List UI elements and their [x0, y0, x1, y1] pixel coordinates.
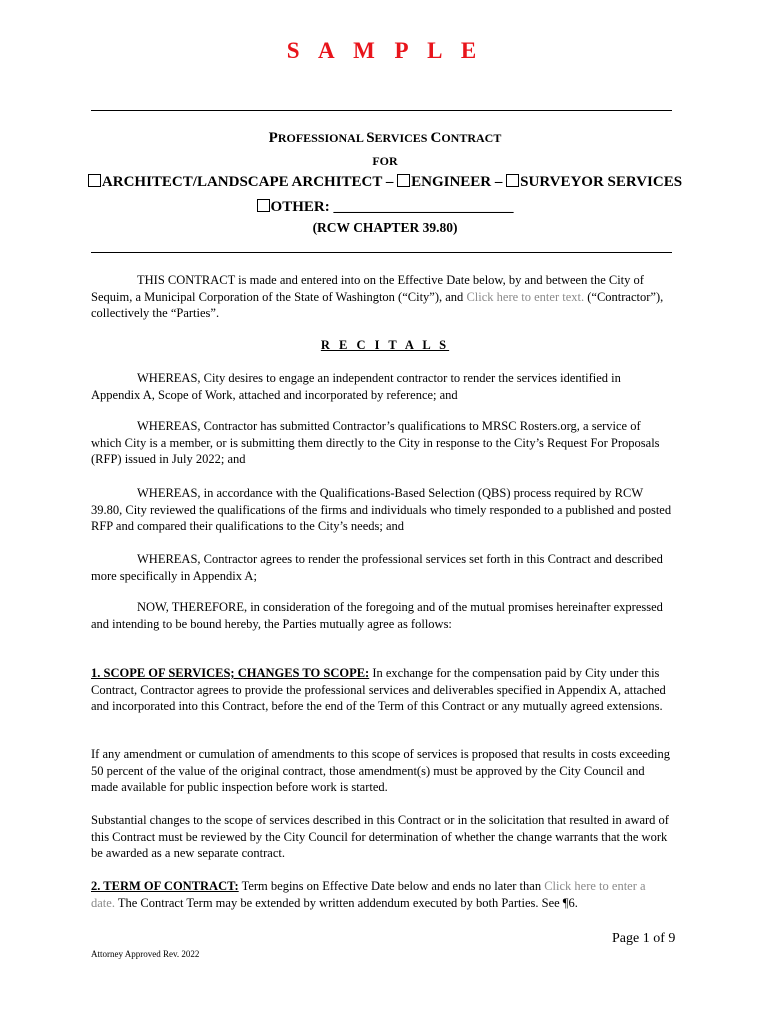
other-option-label: OTHER: ________________________	[270, 199, 514, 215]
rcw-reference: (RCW CHAPTER 39.80)	[312, 220, 458, 235]
engineer-option-label: ENGINEER –	[411, 174, 507, 190]
page-number: Page 1 of 9	[612, 931, 676, 946]
surveyor-checkbox[interactable]	[506, 174, 519, 187]
architect-option-label: ARCHITECT/LANDSCAPE ARCHITECT –	[101, 174, 398, 190]
other-option	[0, 199, 770, 216]
section-2-term: 2. TERM OF CONTRACT: Term begins on Effective Date below and ends no later than Click here to enter a date. The Contract Term may be extended by written addendum executed by both Parties. See ¶6.	[91, 879, 646, 910]
recital-paragraph: WHEREAS, Contractor has submitted Contractor’s qualifications to MRSC Rosters.org, a service of which City is a member, or is submitting them directly to the City in response to the City’s Request For Proposals (RFP) issued in July 2022; and	[91, 419, 660, 467]
service-type-options	[0, 174, 770, 191]
section-1-paragraph-2: If any amendment or cumulation of amendments to this scope of services is proposed that results in costs exceeding 50 percent of the value of the original contract, those amendment(s) must be approved by the City Council and made available for public inspection before work is started.	[91, 747, 671, 795]
engineer-checkbox[interactable]	[397, 174, 410, 187]
section-1-paragraph-3: Substantial changes to the scope of services described in this Contract or in the solicitation that resulted in award of this Contract must be reviewed by the City Council for determination of whether the change warrants that the work be awarded as a new separate contract.	[91, 813, 669, 861]
top-rule	[91, 110, 672, 111]
recital-paragraph: WHEREAS, Contractor agrees to render the professional services set forth in this Contract and described more specifically in Appendix A;	[91, 552, 663, 583]
surveyor-option-label: SURVEYOR SERVICES	[520, 174, 683, 190]
contract-title: PROFESSIONAL SERVICES CONTRACT	[268, 130, 502, 146]
sample-watermark: S A M P L E	[286, 38, 484, 63]
recital-paragraph: WHEREAS, in accordance with the Qualifications-Based Selection (QBS) process required by RCW 39.80, City reviewed the qualifications of the firms and individuals who timely responded to a published and posted RFP and compared their qualifications to the City’s needs; and	[91, 486, 672, 534]
section-1-scope: 1. SCOPE OF SERVICES; CHANGES TO SCOPE: In exchange for the compensation paid by City under this Contract, Contractor agrees to provide the professional services and deliverables specified in Appendix A, attached and incorporated into this Contract, before the end of the Term of this Contract or any mutually agreed extensions.	[91, 666, 666, 714]
recitals-heading: R E C I T A L S	[320, 338, 450, 352]
title-bottom-rule	[91, 252, 672, 253]
recital-paragraph: NOW, THEREFORE, in consideration of the foregoing and of the mutual promises hereinafter expressed and intending to be bound hereby, the Parties mutually agree as follows:	[91, 600, 663, 631]
section-2-heading: 2. TERM OF CONTRACT:	[91, 879, 239, 893]
recital-paragraph: WHEREAS, City desires to engage an independent contractor to render the services identified in Appendix A, Scope of Work, attached and incorporated by reference; and	[91, 371, 621, 402]
revision-note: Attorney Approved Rev. 2022	[91, 949, 200, 959]
section-1-heading: 1. SCOPE OF SERVICES; CHANGES TO SCOPE:	[91, 666, 370, 680]
other-checkbox[interactable]	[257, 199, 270, 212]
end-date-field[interactable]: Click here to enter a date.	[91, 879, 646, 910]
intro-paragraph: THIS CONTRACT is made and entered into on the Effective Date below, by and between the City of Sequim, a Municipal Corporation of the State of Washington (“City”), and Click here to enter text. (“Contractor”), collectively the “Parties”.	[91, 273, 664, 321]
contractor-name-field[interactable]: Click here to enter text.	[466, 289, 585, 304]
title-for: FOR	[372, 154, 398, 168]
architect-checkbox[interactable]	[88, 174, 101, 187]
